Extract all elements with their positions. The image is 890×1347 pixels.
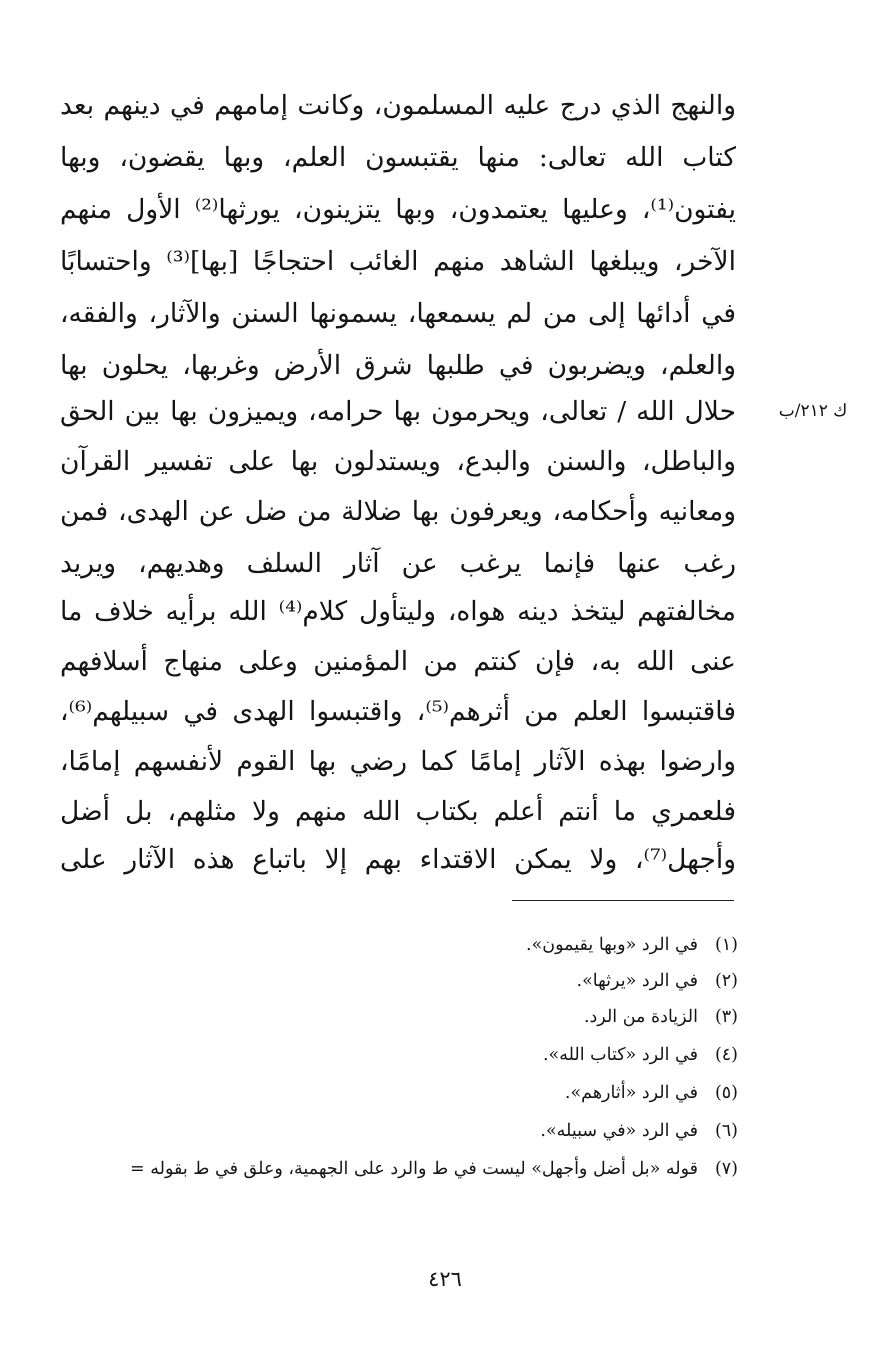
footnote-text: في الرد «كتاب الله».: [542, 1045, 698, 1065]
text-line: والعلم، ويضربون في طلبها شرق الأرض وغربها، يحلون بها: [60, 350, 736, 381]
text-line: فلعمري ما أنتم أعلم بكتاب الله منهم ولا مثلهم، بل أضل: [60, 796, 736, 827]
manuscript-folio-note: ك ٢١٢/ب: [778, 401, 848, 421]
footnote-separator: [512, 900, 734, 901]
text-line: في أدائها إلى من لم يسمعها، يسمونها السنن والآثار، والفقه،: [60, 298, 736, 329]
text-line: وارضوا بهذه الآثار إمامًا كما رضي بها القوم لأنفسهم إمامًا،: [60, 746, 736, 777]
text-line: كتاب الله تعالى: منها يقتبسون العلم، وبها يقضون، وبها: [60, 142, 736, 173]
text-line: وأجهل⁽⁷⁾، ولا يمكن الاقتداء بهم إلا باتباع هذه الآثار على: [60, 844, 736, 875]
footnote-text: الزيادة من الرد.: [583, 1007, 698, 1027]
footnote-text: قوله «بل أضل وأجهل» ليست في ط والرد على الجهمية، وعلق في ط بقوله =: [130, 1159, 698, 1179]
footnote-text: في الرد «في سبيله».: [540, 1121, 698, 1141]
text-line: مخالفتهم ليتخذ دينه هواه، وليتأول كلام⁽⁴⁾ الله برأيه خلاف ما: [60, 596, 736, 627]
footnote-text: في الرد «يرثها».: [576, 971, 698, 991]
footnote: [28, 1002, 738, 1032]
text-line: الآخر، ويبلغها الشاهد منهم الغائب احتجاجًا [بها]⁽³⁾ واحتسابًا: [60, 246, 736, 277]
text-line: ومعانيه وأحكامه، ويعرفون بها ضلالة من ضل عن الهدى، فمن: [60, 496, 736, 527]
footnote: [28, 1154, 738, 1184]
footnote: [28, 1116, 738, 1146]
page-number: ٤٢٦: [428, 1267, 462, 1291]
text-line: عنى الله به، فإن كنتم من المؤمنين وعلى منهاج أسلافهم: [60, 646, 736, 677]
footnote: [28, 966, 738, 996]
footnote-text: في الرد «وبها يقيمون».: [526, 935, 698, 955]
text-line: رغب عنها فإنما يرغب عن آثار السلف وهديهم، ويريد: [60, 548, 736, 579]
footnote-number: (٦): [714, 1121, 738, 1141]
footnote: [28, 930, 738, 960]
footnote-number: (٢): [714, 971, 738, 991]
footnote-number: (٤): [714, 1045, 738, 1065]
footnote-number: (٧): [714, 1159, 738, 1179]
footnote: [28, 1078, 738, 1108]
text-line: والنهج الذي درج عليه المسلمون، وكانت إمامهم في دينهم بعد: [60, 90, 736, 121]
text-line: والباطل، والسنن والبدع، ويستدلون بها على تفسير القرآن: [60, 446, 736, 477]
footnote-number: (١): [714, 935, 738, 955]
text-line: حلال الله / تعالى، ويحرمون بها حرامه، ويميزون بها بين الحق: [60, 396, 736, 427]
text-line: فاقتبسوا العلم من أثرهم⁽⁵⁾، واقتبسوا الهدى في سبيلهم⁽⁶⁾،: [60, 696, 736, 727]
footnote-number: (٣): [714, 1007, 738, 1027]
footnote-number: (٥): [714, 1083, 738, 1103]
footnote: [28, 1040, 738, 1070]
text-line: يفتون⁽¹⁾، وعليها يعتمدون، وبها يتزينون، يورثها⁽²⁾ الأول منهم: [60, 194, 736, 225]
footnote-text: في الرد «أثارهم».: [564, 1083, 698, 1103]
